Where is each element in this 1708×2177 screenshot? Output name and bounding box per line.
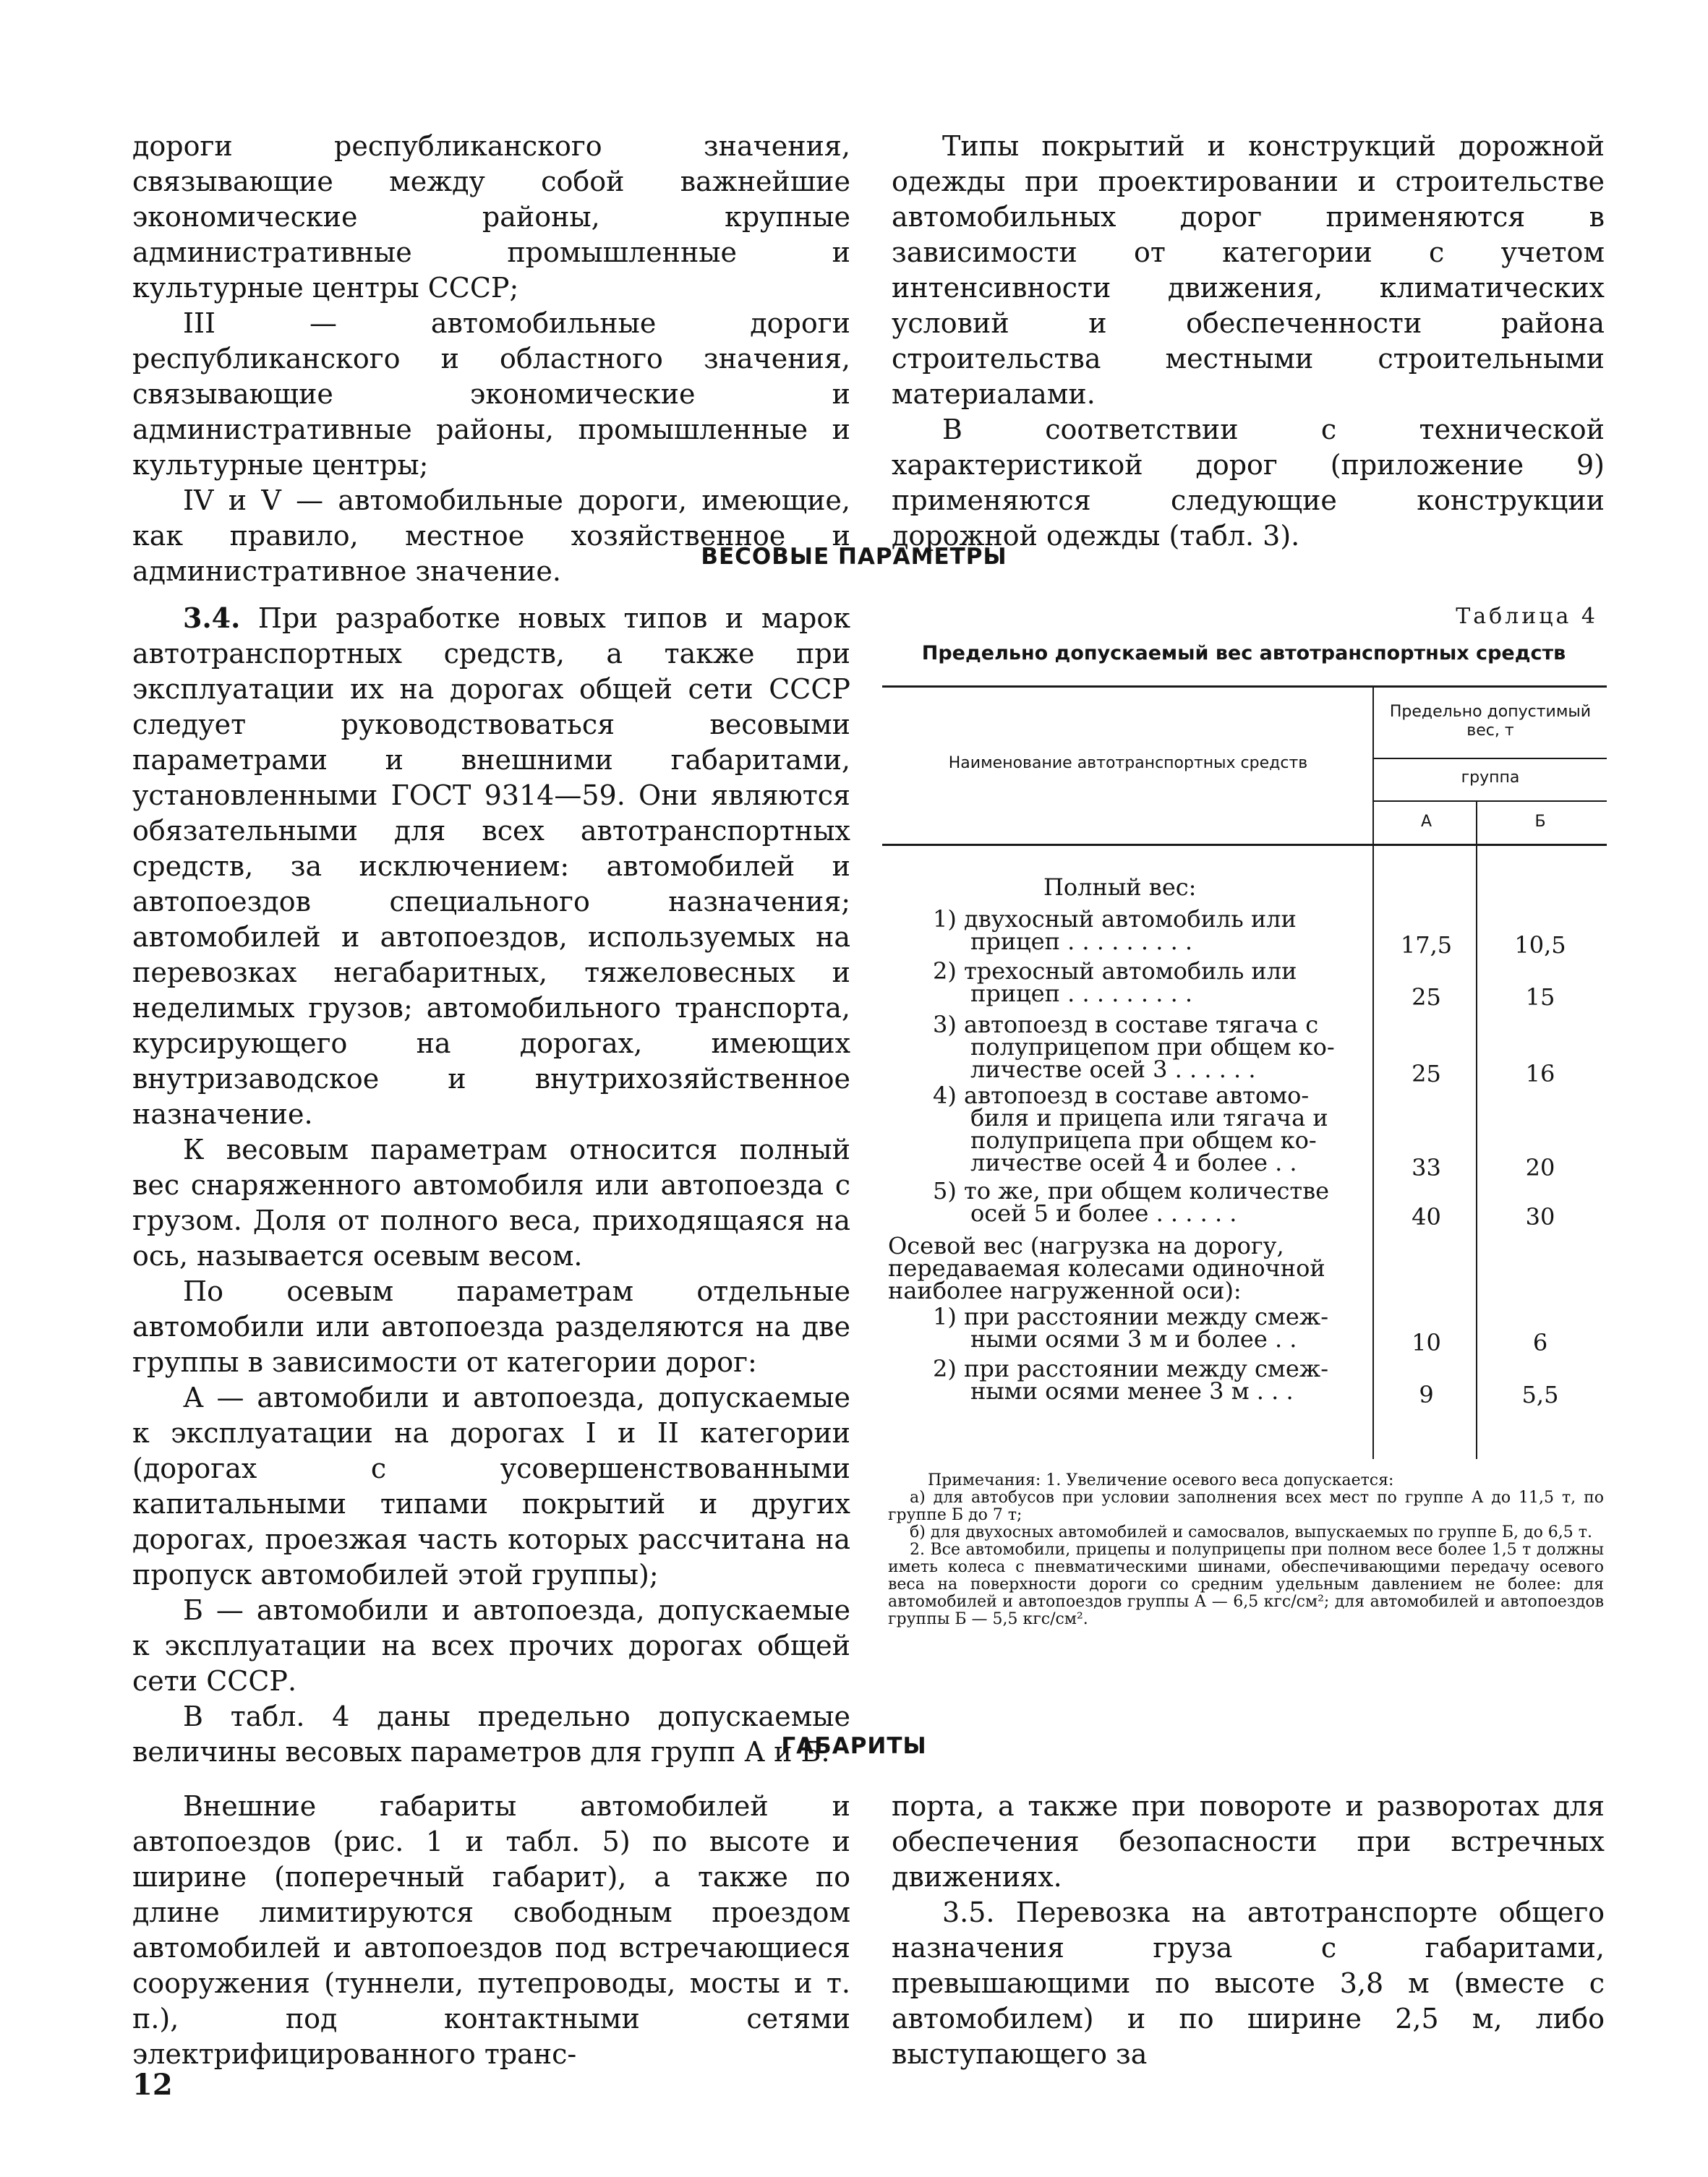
table-header-bottom-rule	[882, 844, 1607, 846]
paragraph: III — автомобильные дороги республиканского и областного значения, связывающие экономические и административные районы, промышленные и культурные центры;	[132, 307, 850, 481]
table-top-rule	[882, 685, 1607, 688]
clause-text: При разработке новых типов и марок автотранспортных средств, а также при эксплуатации их на дорогах общей сети СССР следует руководствоваться весовыми параметрами и внешними габаритами, установленными ГОСТ 9314—59. Они являются обязательными для всех автотранспортных средств, за исключением: автомобилей и автопоездов специального назначения; автомобилей и автопоездов, используемых на перевозках негабаритных, тяжеловесных и неделимых грузов; автомобильного транспорта, курсирующего на дорогах, имеющих внутризаводское и внутрихозяйственное назначение.	[132, 602, 850, 1130]
table-row-label: 4) автопоезд в составе автомо- биля и прицепа или тягача и полуприцепа при общем ко- личестве осей 4 и более . .	[933, 1082, 1328, 1176]
table-section-label: Полный вес:	[1043, 873, 1197, 901]
table-cell: 25	[1412, 983, 1441, 1011]
top-right-column	[892, 129, 1605, 554]
clause-number: 3.4.	[183, 602, 241, 634]
clause-number: 3.5.	[942, 1896, 995, 1928]
weight-section-left-column	[132, 600, 850, 1770]
table-rule	[1374, 800, 1607, 802]
paragraph: В табл. 4 даны предельно допускаемые величины весовых параметров для групп А и Б.	[132, 1701, 850, 1768]
bottom-right-column	[892, 1789, 1605, 2072]
paragraph: Внешние габариты автомобилей и автопоездов (рис. 1 и табл. 5) по высоте и ширине (поперечный габарит), а также по длине лимитируются свободным проездом автомобилей и автопоездов под встречающиеся сооружения (туннели, путепроводы, мосты и т. п.), под контактными сетями электрифицированного транс-	[132, 1790, 850, 2070]
table-section-label: Осевой вес (нагрузка на дорогу, передаваемая колесами одиночной наиболее нагруженной оси):	[888, 1232, 1325, 1304]
table-cell: 5,5	[1521, 1381, 1559, 1408]
table-row-label: 3) автопоезд в составе тягача с полуприцепом при общем ко- личестве осей 3 . . . . . .	[933, 1011, 1335, 1083]
table-group-b-header: Б	[1534, 813, 1546, 831]
table-row-label: 1) двухосный автомобиль или прицеп . . . . . . . . .	[933, 905, 1297, 955]
table-cell: 30	[1525, 1203, 1555, 1231]
section-heading-weight: ВЕСОВЫЕ ПАРАМЕТРЫ	[701, 544, 1007, 570]
page-number: 12	[132, 2068, 173, 2102]
paragraph-3-4	[132, 600, 850, 1132]
clause-text: Перевозка на автотранспорте общего назначения груза с габаритами, превышающими по высоте 3,8 м (вместе с автомобилем) и по ширине 2,5 м, либо выступающего за	[892, 1896, 1605, 2070]
bottom-left-column	[132, 1789, 850, 2072]
table-group-header: группа	[1461, 769, 1520, 787]
paragraph: дороги республиканского значения, связывающие между собой важнейшие экономические районы, крупные административные промышленные и культурные центры СССР;	[132, 130, 850, 304]
paragraph: порта, а также при повороте и разворотах для обеспечения безопасности при встречных движениях.	[892, 1790, 1605, 1893]
table-vertical-rule	[1476, 801, 1477, 1459]
table-rule	[1374, 758, 1607, 759]
paragraph: Типы покрытий и конструкций дорожной одежды при проектировании и строительстве автомобильных дорог применяются в зависимости от категории с учетом интенсивности движения, климатических условий и обеспеченности района строительства местными строительными материалами.	[892, 130, 1605, 410]
paragraph: По осевым параметрам отдельные автомобили или автопоезда разделяются на две группы в зависимости от категории дорог:	[132, 1275, 850, 1378]
table-cell: 10,5	[1514, 931, 1566, 959]
paragraph: IV и V — автомобильные дороги, имеющие, как правило, местное хозяйственное и административное значение.	[132, 484, 850, 587]
table-notes	[888, 1472, 1604, 1628]
paragraph: Б — автомобили и автопоезда, допускаемые к эксплуатации на всех прочих дорогах общей сети СССР.	[132, 1594, 850, 1697]
section-heading-dimensions: ГАБАРИТЫ	[781, 1733, 927, 1759]
table-title: Предельно допускаемый вес автотранспортных средств	[921, 642, 1566, 664]
table-row-label: 1) при расстоянии между смеж- ными осями 3 м и более . .	[933, 1303, 1329, 1353]
table-cell: 20	[1525, 1154, 1555, 1181]
table-cell: 40	[1412, 1203, 1441, 1231]
note-line: б) для двухосных автомобилей и самосвалов, выпускаемых по группе Б, до 6,5 т.	[910, 1523, 1592, 1541]
table-col-name-header: Наименование автотранспортных средств	[948, 754, 1308, 772]
table-cell: 15	[1525, 983, 1555, 1011]
table-row-label: 5) то же, при общем количестве осей 5 и более . . . . . .	[933, 1177, 1330, 1227]
table-cell: 17,5	[1400, 931, 1453, 959]
top-left-column	[132, 129, 850, 589]
note-line: Примечания: 1. Увеличение осевого веса допускается:	[928, 1471, 1394, 1489]
paragraph: В соответствии с технической характеристикой дорог (приложение 9) применяются следующие конструкции дорожной одежды (табл. 3).	[892, 414, 1605, 552]
table-col-value-header: Предельно допустимый вес, т	[1389, 703, 1592, 740]
table-cell: 10	[1412, 1329, 1441, 1356]
paragraph-3-5	[892, 1895, 1605, 2072]
table-row-label: 2) трехосный автомобиль или прицеп . . . . . . . . .	[933, 957, 1297, 1007]
table-group-a-header: А	[1420, 813, 1432, 831]
table-cell: 9	[1419, 1381, 1434, 1408]
table-caption: Таблица 4	[1456, 604, 1598, 629]
paragraph: К весовым параметрам относится полный вес снаряженного автомобиля или автопоезда с грузом. Доля от полного веса, приходящаяся на ось, называется осевым весом.	[132, 1134, 850, 1272]
table-cell: 16	[1525, 1060, 1555, 1087]
table-row-label: 2) при расстоянии между смеж- ными осями менее 3 м . . .	[933, 1355, 1329, 1405]
note-line: а) для автобусов при условии заполнения всех мест по группе А до 11,5 т, по группе Б до 7 т;	[888, 1489, 1604, 1524]
note-line: 2. Все автомобили, прицепы и полуприцепы при полном весе более 1,5 т должны иметь колеса с пневматическими шинами, обеспечивающими передачу осевого веса на поверхности дороги со средним удельным давлением не более: для автомобилей и автопоездов группы А — 6,5 кгс/см²; для автомобилей и автопоездов группы Б — 5,5 кгс/см².	[888, 1541, 1604, 1628]
table-cell: 33	[1412, 1154, 1441, 1181]
table-cell: 6	[1532, 1329, 1548, 1356]
paragraph: А — автомобили и автопоезда, допускаемые к эксплуатации на дорогах I и II категории (дорогах с усовершенствованными капитальными типами покрытий и других дорогах, проезжая часть которых рассчитана на пропуск автомобилей этой группы);	[132, 1382, 850, 1591]
table-cell: 25	[1412, 1060, 1441, 1087]
